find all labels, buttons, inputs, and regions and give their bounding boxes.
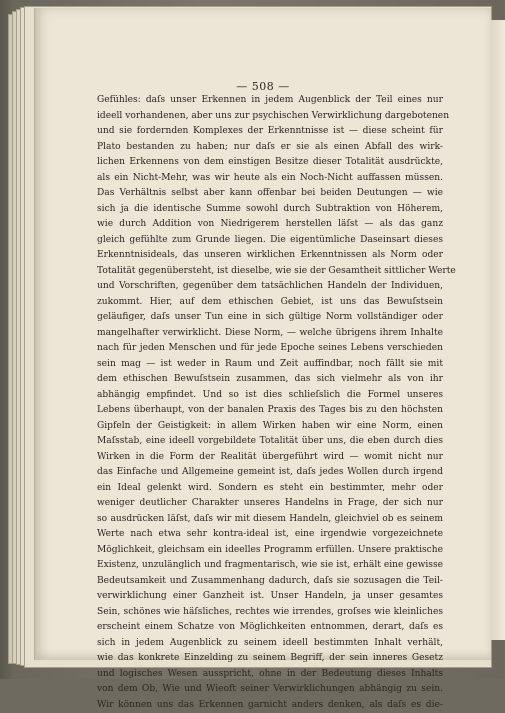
text-line: Plato bestanden zu haben; nur daſs er sie als einen Abfall des wirk- bbox=[97, 140, 443, 156]
text-line: Sein, schönes wie häſsliches, rechtes wie irrendes, groſses wie kleinliches bbox=[97, 605, 443, 621]
text-line: sich ja die identische Summe sowohl durch Subtraktion von Höherem, bbox=[97, 202, 443, 218]
text-line: abhängig empfindet. Und so ist dies schlieſslich die Formel unseres bbox=[97, 388, 443, 404]
text-line: Maſsstab, eine ideell vorgebildete Totalität über uns, die eben durch dies bbox=[97, 434, 443, 450]
text-line: so ausdrücken läſst, daſs wir mit diesem Handeln, gleichviel ob es seinem bbox=[97, 512, 443, 528]
text-line: Existenz, unzulänglich und fragmentarisch, wie sie ist, erhält eine gewisse bbox=[97, 558, 443, 574]
text-line: Bedeutsamkeit und Zusammenhang dadurch, daſs sie sozusagen die Teil- bbox=[97, 574, 443, 590]
text-line: wie das konkrete Einzelding zu seinem Begriff, der sein inneres Gesetz bbox=[97, 651, 443, 667]
text-line: zukommt. Hier, auf dem ethischen Gebiet, ist uns das Bewuſstsein bbox=[97, 295, 443, 311]
text-line: Lebens überhaupt, von der banalen Praxis des Tages bis zu den höchsten bbox=[97, 403, 443, 419]
text-line: als ein Nicht-Mehr, was wir heute als ein Noch-Nicht auffassen müssen. bbox=[97, 171, 443, 187]
text-line: sich in jedem Augenblick zu seinem ideell bestimmten Inhalt verhält, bbox=[97, 636, 443, 652]
text-line: und Vorschriften, gegenüber dem tatsächlichen Handeln der Individuen, bbox=[97, 279, 443, 295]
body-text bbox=[97, 93, 443, 713]
text-line: und logisches Wesen ausspricht, ohne in der Bedeutung dieses Inhalts bbox=[97, 667, 443, 683]
text-line: wie durch Addition von Niedrigerem herstellen läſst — als das ganz bbox=[97, 217, 443, 233]
text-line: lichen Erkennens von dem einstigen Besitze dieser Totalität ausdrückte, bbox=[97, 155, 443, 171]
text-line: geläufiger, daſs unser Tun eine in sich gültige Norm vollständiger oder bbox=[97, 310, 443, 326]
text-line: von dem Ob, Wie und Wieoft seiner Verwirklichungen abhängig zu sein. bbox=[97, 682, 443, 698]
text-line: Gipfeln der Geistigkeit: in allem Wirken haben wir eine Norm, einen bbox=[97, 419, 443, 435]
text-line: gleich gefühlte zum Grunde liegen. Die eigentümliche Daseinsart dieses bbox=[97, 233, 443, 249]
text-line: Werte nach etwa sehr kontra-ideal ist, eine irgendwie vorgezeichnete bbox=[97, 527, 443, 543]
text-line: Erkenntnisideals, das unseren wirklichen Erkenntnissen als Norm oder bbox=[97, 248, 443, 264]
text-line: Möglichkeit, gleichsam ein ideelles Programm erfüllen. Unsere praktische bbox=[97, 543, 443, 559]
text-line: Gefühles: daſs unser Erkennen in jedem Augenblick der Teil eines nur bbox=[97, 93, 443, 109]
text-line: das Einfache und Allgemeine gemeint ist, daſs jedes Wollen durch irgend bbox=[97, 465, 443, 481]
text-line: nach für jeden Menschen und für jede Epoche seines Lebens verschieden bbox=[97, 341, 443, 357]
text-line: und sie fordernden Komplexes der Erkenntnisse ist — diese scheint für bbox=[97, 124, 443, 140]
page-number: — 508 — bbox=[35, 80, 491, 93]
text-line: ideell vorhandenen, aber uns zur psychischen Verwirklichung dargebotenen bbox=[97, 109, 443, 125]
text-line: ein Ideal gelenkt wird. Sondern es steht ein bestimmter, mehr oder bbox=[97, 481, 443, 497]
text-line: erscheint einem Schatze von Möglichkeiten entnommen, derart, daſs es bbox=[97, 620, 443, 636]
text-line: weniger deutlicher Charakter unseres Handelns in Frage, der sich nur bbox=[97, 496, 443, 512]
text-line: Wir können uns das Erkennen garnicht anders denken, als daſs es die- bbox=[97, 698, 443, 713]
text-line: mangelhafter verwirklicht. Diese Norm, — welche übrigens ihrem Inhalte bbox=[97, 326, 443, 342]
text-line: Das Verhältnis selbst aber kann offenbar bei beiden Deutungen — wie bbox=[97, 186, 443, 202]
text-line: Wirken in die Form der Realität übergeführt wird — womit nicht nur bbox=[97, 450, 443, 466]
text-line: Totalität gegenübersteht, ist dieselbe, wie sie der Gesamtheit sittlicher Werte bbox=[97, 264, 443, 280]
text-line: dem ethischen Bewuſstsein zusammen, das sich vielmehr als von ihr bbox=[97, 372, 443, 388]
text-line: sein mag — ist weder in Raum und Zeit auffindbar, noch fällt sie mit bbox=[97, 357, 443, 373]
text-line: verwirklichung einer Ganzheit ist. Unser Handeln, ja unser gesamtes bbox=[97, 589, 443, 605]
